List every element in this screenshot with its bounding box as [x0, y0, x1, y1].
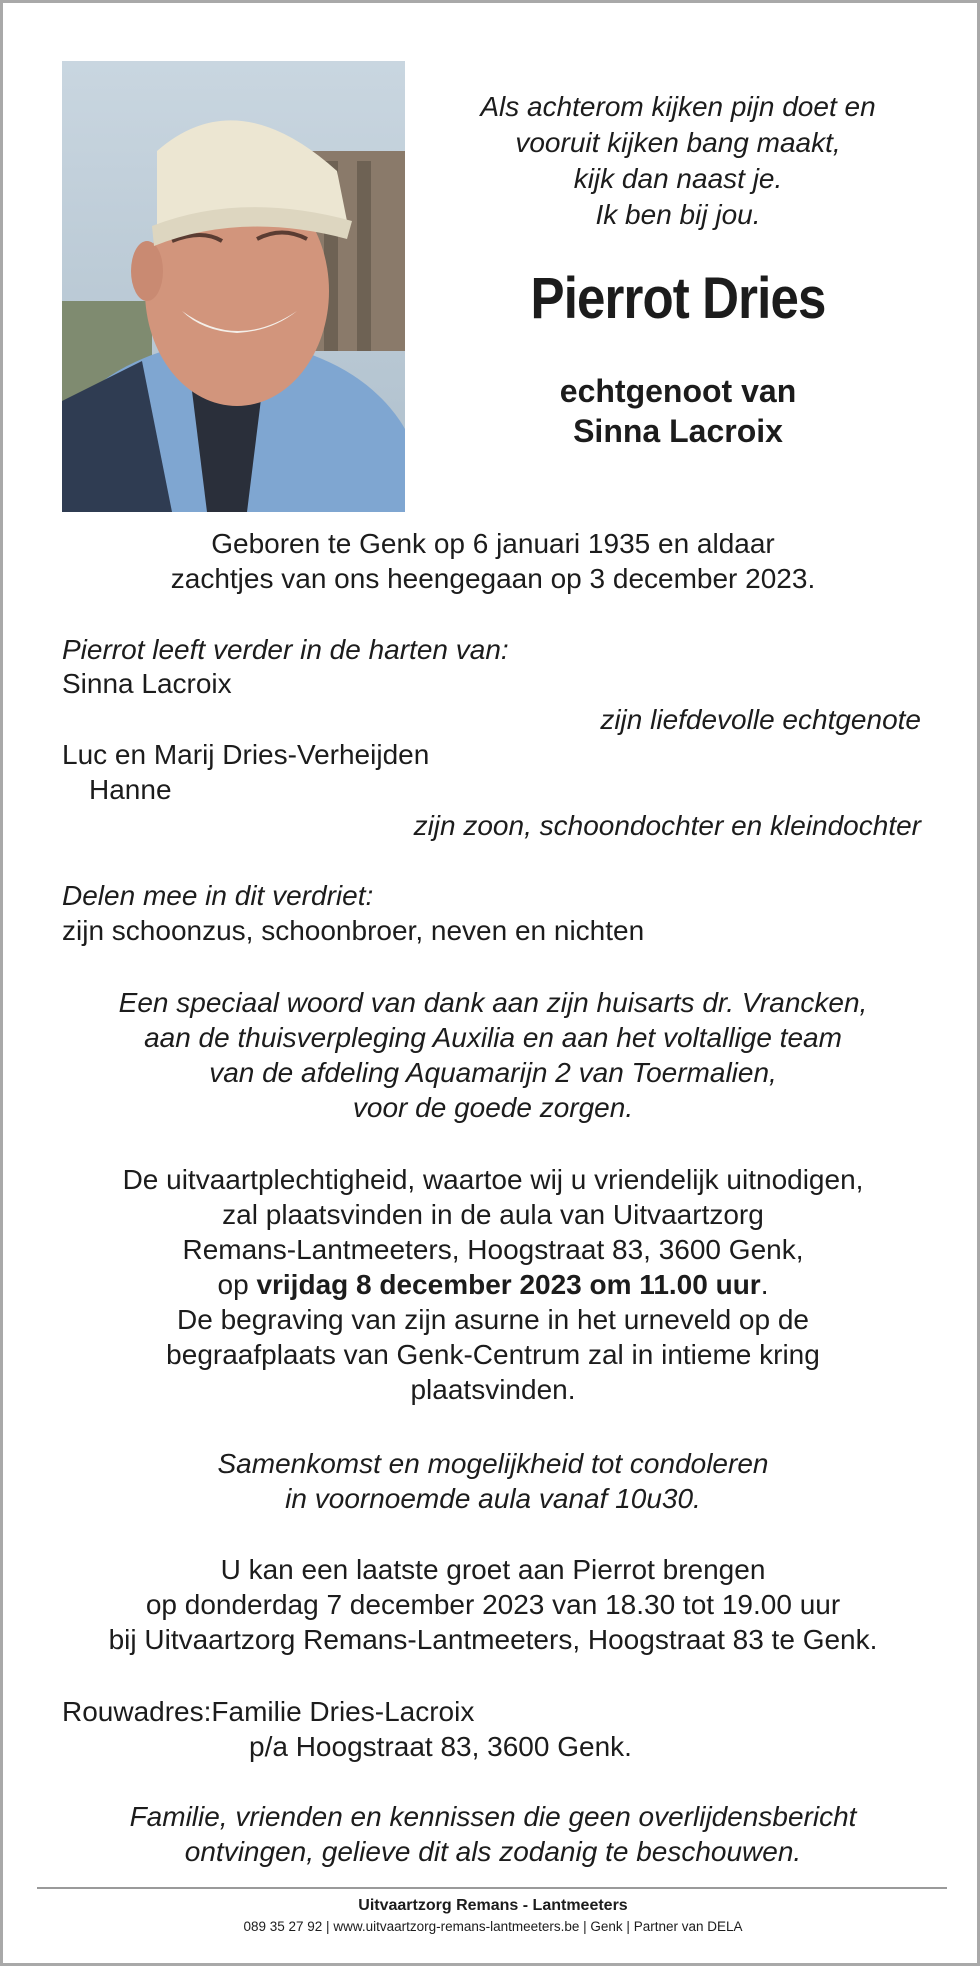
deceased-name: Pierrot Dries — [530, 266, 826, 331]
birth-line-2: zachtjes van ons heengegaan op 3 december 2023. — [170, 563, 816, 594]
grief-members: zijn schoonzus, schoonbroer, neven en nichten — [62, 915, 645, 946]
funeral-home-contact: 089 35 27 92 | www.uitvaartzorg-remans-lantmeeters.be | Genk | Partner van DELA — [243, 1919, 743, 1934]
poem-line: vooruit kijken bang maakt, — [515, 127, 841, 158]
spouse-relation: echtgenoot van — [559, 373, 797, 409]
spouse-block — [413, 371, 943, 451]
family-member-2: Luc en Marij Dries-Verheijden — [62, 739, 430, 770]
family-member-2-child: Hanne — [89, 774, 172, 805]
family-member-1: Sinna Lacroix — [62, 668, 232, 699]
family-intro: Pierrot leeft verder in de harten van: — [62, 634, 509, 665]
poem-line: kijk dan naast je. — [573, 163, 783, 194]
footer-divider — [37, 1887, 947, 1889]
mourning-address-line-1: Rouwadres:Familie Dries-Lacroix — [62, 1696, 475, 1727]
ceremony-date-line — [43, 1268, 943, 1302]
ceremony-date: vrijdag 8 december 2023 om 11.00 uur — [256, 1269, 761, 1300]
closing-line: ontvingen, gelieve dit als zodanig te beschouwen. — [184, 1836, 802, 1867]
family-member-1-role: zijn liefdevolle echtgenote — [600, 704, 921, 735]
thanks-line: voor de goede zorgen. — [352, 1092, 634, 1123]
condolences-line: in voornoemde aula vanaf 10u30. — [285, 1483, 701, 1514]
ceremony-line: plaatsvinden. — [410, 1374, 576, 1405]
spouse-name: Sinna Lacroix — [573, 413, 783, 449]
poem-line: Ik ben bij jou. — [595, 199, 761, 230]
thanks-line: Een speciaal woord van dank aan zijn huisarts dr. Vrancken, — [118, 987, 868, 1018]
birth-line-1: Geboren te Genk op 6 januari 1935 en aldaar — [211, 528, 775, 559]
poem — [413, 89, 943, 233]
ceremony-line: zal plaatsvinden in de aula van Uitvaartzorg — [222, 1199, 764, 1230]
thanks-line: van de afdeling Aquamarijn 2 van Toermalien, — [209, 1057, 777, 1088]
ceremony-line: De uitvaartplechtigheid, waartoe wij u vriendelijk uitnodigen, — [122, 1164, 864, 1195]
ceremony-line: Remans-Lantmeeters, Hoogstraat 83, 3600 Genk, — [182, 1234, 804, 1265]
family-member-2-role: zijn zoon, schoondochter en kleindochter — [413, 810, 921, 841]
closing-line: Familie, vrienden en kennissen die geen overlijdensbericht — [129, 1801, 857, 1832]
mourning-address-line-2: p/a Hoogstraat 83, 3600 Genk. — [249, 1731, 632, 1762]
ceremony-line: De begraving van zijn asurne in het urneveld op de — [177, 1304, 809, 1335]
grief-intro: Delen mee in dit verdriet: — [62, 880, 374, 911]
condolences-line: Samenkomst en mogelijkheid tot condoleren — [217, 1448, 769, 1479]
visitation-line: bij Uitvaartzorg Remans-Lantmeeters, Hoogstraat 83 te Genk. — [108, 1624, 878, 1655]
ceremony-line: begraafplaats van Genk-Centrum zal in intieme kring — [166, 1339, 820, 1370]
portrait-photo — [62, 61, 405, 512]
visitation-line: U kan een laatste groet aan Pierrot brengen — [220, 1554, 766, 1585]
thanks-line: aan de thuisverpleging Auxilia en aan het voltallige team — [144, 1022, 842, 1053]
ceremony-date-suffix: . — [760, 1269, 769, 1300]
visitation-line: op donderdag 7 december 2023 van 18.30 tot 19.00 uur — [145, 1589, 841, 1620]
funeral-home-name: Uitvaartzorg Remans - Lantmeeters — [358, 1897, 628, 1914]
ceremony-date-prefix: op — [217, 1269, 257, 1300]
poem-line: Als achterom kijken pijn doet en — [480, 91, 876, 122]
